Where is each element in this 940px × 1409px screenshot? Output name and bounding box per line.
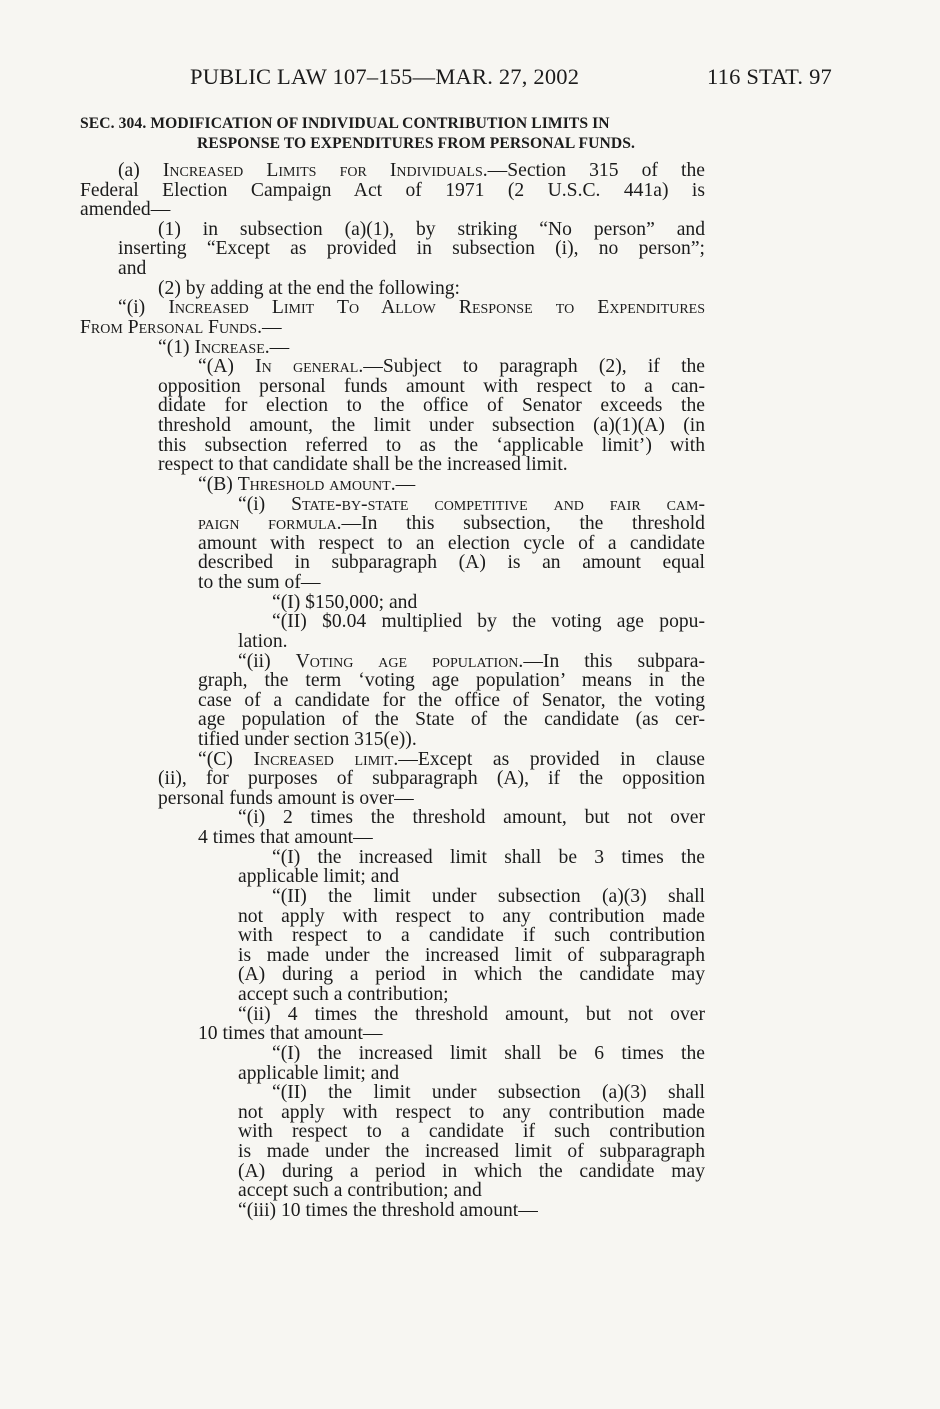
line-text: .—In this subpara- [518, 650, 705, 672]
line-text: (a) [118, 160, 163, 181]
text-line [198, 671, 705, 691]
text-line [198, 357, 705, 377]
line-text: “(i) [118, 297, 169, 319]
line-text: .—Section 315 of the [482, 160, 705, 181]
line-text: accept such a contribution; and [238, 1180, 482, 1202]
text-line [198, 553, 705, 573]
line-text: (ii), for purposes of subparagraph (A), if the opposition [158, 768, 705, 790]
line-text: threshold amount, the limit under subsection (a)(1)(A) (in [158, 415, 705, 437]
text-line [238, 632, 288, 652]
text-line [80, 181, 705, 201]
text-line [238, 1181, 482, 1201]
subsection-heading: Increase [194, 336, 265, 358]
text-line [158, 436, 705, 456]
text-line [118, 161, 705, 181]
line-text: is made under the increased limit of subparagraph [238, 1141, 705, 1162]
text-line [198, 730, 417, 750]
line-text: is made under the increased limit of subparagraph [238, 944, 705, 966]
line-text: “(I) the increased limit shall be 6 times the [272, 1042, 705, 1064]
text-line [158, 789, 414, 809]
line-text: 4 times that amount— [198, 827, 373, 849]
text-line [198, 475, 415, 495]
text-line [198, 828, 373, 848]
line-text: graph, the term ‘voting age population’ means in the [198, 670, 705, 692]
line-text: .— [264, 336, 290, 358]
text-line [198, 1024, 383, 1044]
text-line [238, 808, 705, 828]
line-text: .—In this subsection, the threshold [336, 513, 705, 535]
text-line [198, 573, 320, 593]
line-text: “(ii) [238, 650, 296, 672]
section-heading-line-1: SEC. 304. MODIFICATION OF INDIVIDUAL CONTRIBUTION LIMITS IN [80, 115, 610, 132]
line-text: .— [390, 473, 416, 495]
subsection-heading: Increased Limit To Allow Response to Expenditures [168, 297, 705, 319]
text-line [198, 514, 705, 534]
line-text: described in subparagraph (A) is an amount equal [198, 552, 705, 574]
subsection-heading: State-by-state competitive and fair cam- [291, 493, 705, 515]
line-text: “(C) [198, 748, 254, 770]
line-text: (A) during a period in which the candidate may [238, 964, 705, 986]
text-line [238, 1064, 399, 1084]
text-line [238, 985, 449, 1005]
line-text: .—Except as provided in clause [393, 748, 705, 770]
text-line [198, 691, 705, 711]
line-text: with respect to a candidate if such contribution [238, 1121, 705, 1143]
text-line [272, 848, 705, 868]
line-text: (A) during a period in which the candidate may [238, 1160, 705, 1182]
subsection-heading: paign formula [198, 513, 337, 535]
text-line [198, 710, 705, 730]
line-text: to the sum of— [198, 572, 321, 594]
line-text: “(II) the limit under subsection (a)(3) shall [272, 1082, 705, 1104]
text-line [158, 416, 705, 436]
line-text: didate for election to the office of Senator exceeds the [158, 395, 705, 417]
text-line [158, 338, 289, 358]
text-line [272, 1083, 705, 1103]
line-text: inserting “Except as provided in subsection (i), no person”; [118, 238, 705, 260]
line-text: case of a candidate for the office of Senator, the voting [198, 689, 705, 711]
line-text: with respect to a candidate if such contribution [238, 925, 705, 947]
line-text: “(I) the increased limit shall be 3 times the [272, 846, 705, 868]
text-line [158, 455, 568, 475]
line-text: “(1) [158, 336, 195, 358]
line-text: not apply with respect to any contribution made [238, 905, 705, 927]
text-line [80, 200, 170, 220]
line-text: “(I) $150,000; and [272, 591, 418, 613]
line-text: 10 times that amount— [198, 1023, 383, 1045]
text-line [238, 926, 705, 946]
line-text: this subsection referred to as the ‘applicable limit’) with [158, 434, 705, 456]
line-text: .—Subject to paragraph (2), if the [358, 356, 706, 378]
subsection-heading: Voting age population [295, 650, 519, 672]
text-line [80, 318, 282, 338]
line-text: age population of the State of the candidate (as cer- [198, 709, 705, 731]
text-line [238, 652, 705, 672]
line-text: accept such a contribution; [238, 984, 449, 1006]
subsection-heading: Threshold amount [237, 473, 391, 495]
line-text: amended— [80, 199, 171, 221]
line-text: personal funds amount is over— [158, 787, 414, 809]
text-line [238, 1103, 705, 1123]
text-line [272, 593, 417, 613]
line-text: amount with respect to an election cycle of a candidate [198, 532, 705, 554]
text-line [118, 239, 705, 259]
text-line [238, 1005, 705, 1025]
text-line [238, 1201, 538, 1221]
text-line [158, 769, 705, 789]
line-text: (1) in subsection (a)(1), by striking “No person” and [158, 218, 705, 240]
subsection-heading: Increased Limits for Individuals [162, 160, 483, 181]
line-text: “(iii) 10 times the threshold amount— [238, 1199, 538, 1221]
line-text: .— [257, 316, 282, 338]
line-text: “(i) 2 times the threshold amount, but not over [238, 807, 705, 829]
line-text: “(i) [238, 493, 292, 515]
running-header-stat: 116 STAT. 97 [707, 64, 832, 89]
text-line [238, 867, 399, 887]
line-text: “(II) $0.04 multiplied by the voting age popu- [272, 611, 705, 633]
running-header-title: PUBLIC LAW 107–155—MAR. 27, 2002 [190, 64, 580, 89]
text-line [272, 612, 705, 632]
line-text: “(A) [198, 356, 256, 378]
line-text: (2) by adding at the end the following: [158, 277, 461, 299]
line-text: not apply with respect to any contribution made [238, 1101, 705, 1123]
subsection-heading: From Personal Funds [80, 316, 258, 338]
line-text: “(II) the limit under subsection (a)(3) shall [272, 885, 705, 907]
text-line [118, 259, 146, 279]
subsection-heading: In general [255, 356, 359, 378]
line-text: opposition personal funds amount with respect to a can- [158, 375, 705, 397]
line-text: respect to that candidate shall be the increased limit. [158, 454, 568, 476]
text-line [198, 750, 705, 770]
section-heading-line-2: RESPONSE TO EXPENDITURES FROM PERSONAL FUNDS. [197, 135, 636, 152]
text-line [238, 495, 705, 515]
text-line [158, 279, 460, 299]
line-text: “(B) [198, 473, 238, 495]
line-text: tified under section 315(e)). [198, 728, 417, 750]
text-line [238, 1122, 705, 1142]
text-line [158, 396, 705, 416]
line-text: Federal Election Campaign Act of 1971 (2 U.S.C. 441a) is [80, 179, 705, 201]
text-line [272, 1044, 705, 1064]
text-line [158, 377, 705, 397]
text-line [272, 887, 705, 907]
text-line [238, 946, 705, 966]
line-text: lation. [238, 630, 288, 652]
subsection-heading: Increased limit [253, 748, 394, 770]
line-text: and [118, 258, 147, 280]
text-line [118, 298, 705, 318]
line-text: “(ii) 4 times the threshold amount, but not over [238, 1003, 705, 1025]
line-text: applicable limit; and [238, 1062, 400, 1084]
text-line [238, 1162, 705, 1182]
text-line [238, 1142, 705, 1162]
text-line [238, 907, 705, 927]
text-line [198, 534, 705, 554]
text-line [158, 220, 705, 240]
text-line [238, 965, 705, 985]
line-text: applicable limit; and [238, 866, 400, 888]
